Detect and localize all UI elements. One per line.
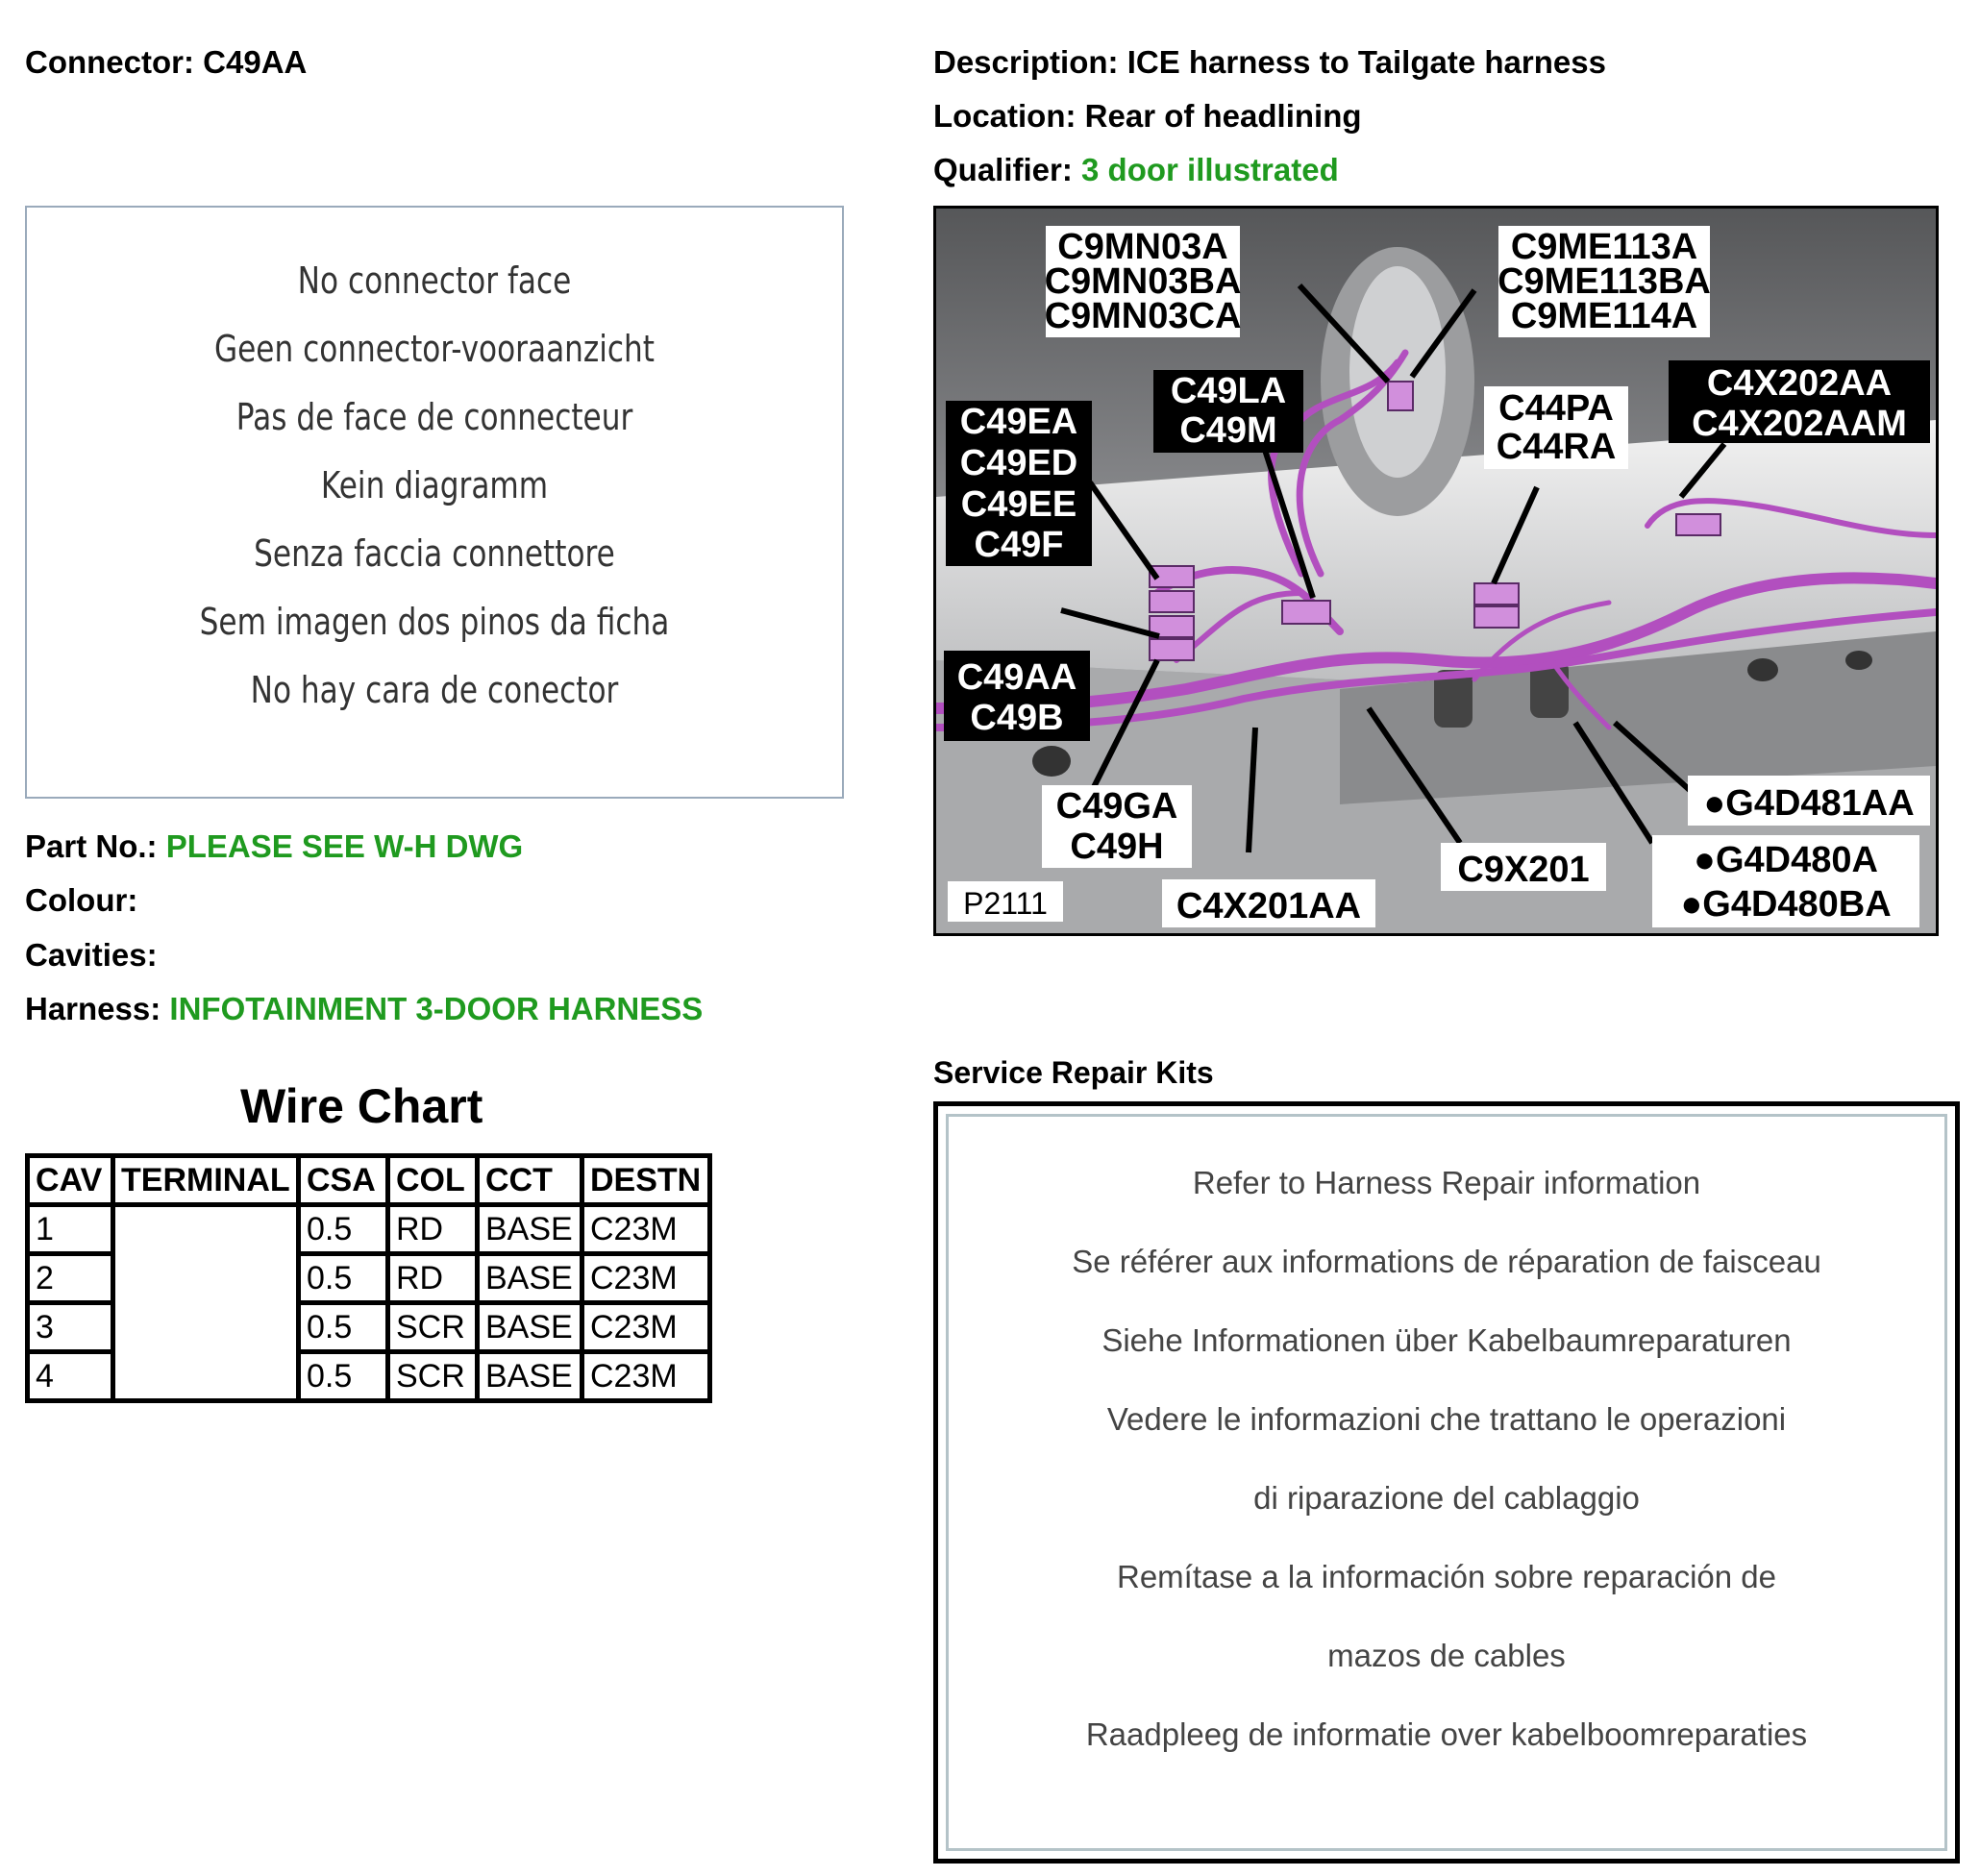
header-csa: CSA: [299, 1156, 388, 1205]
cell-cav: 4: [28, 1352, 113, 1401]
photo-label: C49ED: [959, 443, 1078, 483]
cavities-field: [25, 937, 158, 974]
photo-label: C9ME114A: [1510, 296, 1698, 336]
photo-label: ●G4D480BA: [1680, 884, 1892, 925]
connector-block: [1282, 601, 1330, 624]
label-ref: [948, 881, 1063, 922]
repair-line: mazos de cables: [1327, 1638, 1566, 1673]
cell-destn: C23M: [582, 1254, 710, 1303]
connector-block: [1474, 606, 1519, 628]
photo-label: C49EE: [960, 484, 1077, 525]
part-no-label: Part No.:: [25, 828, 158, 864]
connector-label: Connector:: [25, 44, 194, 80]
qualifier-value: 3 door illustrated: [1081, 152, 1339, 187]
photo-label: C49AA: [956, 657, 1077, 698]
label-g4d481: [1688, 776, 1930, 826]
photo-label: C4X202AAM: [1692, 404, 1907, 444]
cell-col: RD: [388, 1254, 478, 1303]
description-label: Description:: [933, 44, 1119, 80]
photo-label: C9X201: [1457, 850, 1590, 890]
qualifier-label: Qualifier:: [933, 152, 1073, 187]
location-photo: [933, 206, 1939, 936]
part-no-value: PLEASE SEE W-H DWG: [165, 828, 524, 864]
photo-label: C49M: [1179, 410, 1277, 451]
lamp-housing: [1349, 266, 1446, 478]
photo-label: C44PA: [1498, 388, 1614, 429]
face-line: Kein diagramm: [320, 464, 549, 506]
repair-line: di riparazione del cablaggio: [1253, 1480, 1640, 1516]
cell-destn: C23M: [582, 1352, 710, 1401]
repair-line: Se référer aux informations de réparation de faisceau: [1072, 1244, 1821, 1279]
repair-line: Siehe Informationen über Kabelbaumreparaturen: [1101, 1322, 1792, 1358]
repair-line: Raadpleeg de informatie over kabelboomreparaties: [1085, 1716, 1808, 1752]
harness-illustration: [936, 209, 1936, 933]
connector-block: [1150, 639, 1194, 660]
service-repair-title: Service Repair Kits: [933, 1055, 1214, 1090]
label-c49ea: [946, 401, 1092, 566]
label-c49la: [1153, 370, 1303, 453]
label-c9x201: [1441, 843, 1606, 891]
wire-chart-table: [25, 1153, 712, 1403]
photo-label: C9MN03BA: [1044, 261, 1242, 302]
connector-face-box: [25, 206, 844, 799]
harness-value: INFOTAINMENT 3-DOOR HARNESS: [169, 991, 704, 1026]
cell-cct: BASE: [478, 1254, 582, 1303]
panel-hole: [1747, 658, 1778, 681]
face-line: Sem imagen dos pinos da ficha: [199, 601, 670, 643]
part-no-field: [25, 828, 523, 865]
cell-csa: 0.5: [299, 1303, 388, 1352]
harness-field: [25, 991, 703, 1027]
photo-label: C49B: [970, 698, 1064, 738]
photo-label: C49EA: [959, 402, 1078, 442]
label-c4x201: [1162, 879, 1375, 927]
label-c4x202: [1669, 360, 1930, 444]
connector-block: [1388, 382, 1413, 410]
harness-label: Harness:: [25, 991, 161, 1026]
cell-destn: C23M: [582, 1303, 710, 1352]
header-terminal: TERMINAL: [113, 1156, 299, 1205]
face-line: No hay cara de conector: [250, 669, 619, 711]
wire-chart-title: Wire Chart: [240, 1079, 483, 1133]
qualifier-field: [933, 152, 1339, 188]
label-g4d480: [1652, 835, 1919, 927]
cell-destn: C23M: [582, 1205, 710, 1254]
connector-value: C49AA: [203, 44, 308, 80]
cell-cav: 3: [28, 1303, 113, 1352]
header-cct: CCT: [478, 1156, 582, 1205]
cell-col: RD: [388, 1205, 478, 1254]
photo-label: C49LA: [1170, 371, 1287, 411]
connector-block: [1474, 583, 1519, 605]
service-repair-box: [933, 1101, 1960, 1864]
location-label: Location:: [933, 98, 1077, 134]
header-destn: DESTN: [582, 1156, 710, 1205]
connector-block: [1676, 514, 1720, 535]
cell-csa: 0.5: [299, 1254, 388, 1303]
label-c9mn: [1045, 226, 1242, 337]
photo-label: C49GA: [1055, 786, 1178, 827]
label-c44pa: [1484, 386, 1628, 469]
cell-csa: 0.5: [299, 1352, 388, 1401]
service-repair-inner: [946, 1114, 1947, 1851]
photo-label: C49F: [974, 525, 1064, 565]
cell-col: SCR: [388, 1303, 478, 1352]
repair-line: Vedere le informazioni che trattano le operazioni: [1106, 1401, 1787, 1437]
cavities-label: Cavities:: [25, 937, 158, 973]
photo-label: C9ME113BA: [1497, 261, 1711, 302]
connector-field: [25, 44, 307, 81]
colour-label: Colour:: [25, 882, 138, 918]
photo-label: C9ME113A: [1510, 227, 1698, 267]
repair-line: Remítase a la información sobre reparación de: [1116, 1559, 1777, 1594]
photo-label: ●G4D480A: [1694, 840, 1878, 880]
face-line: Geen connector-vooraanzicht: [213, 328, 656, 370]
panel-hole: [1845, 651, 1872, 670]
photo-label: C44RA: [1496, 427, 1617, 467]
cell-cct: BASE: [478, 1352, 582, 1401]
header-col: COL: [388, 1156, 478, 1205]
cell-cav: 1: [28, 1205, 113, 1254]
face-line: No connector face: [297, 259, 572, 302]
photo-ref-label: P2111: [963, 886, 1048, 921]
cell-cct: BASE: [478, 1205, 582, 1254]
photo-label: C4X202AA: [1706, 363, 1893, 404]
cell-col: SCR: [388, 1352, 478, 1401]
photo-label: C9MN03CA: [1044, 296, 1242, 336]
face-line: Senza faccia connettore: [254, 532, 615, 575]
photo-label: C4X201AA: [1176, 886, 1362, 926]
header-cav: CAV: [28, 1156, 113, 1205]
label-c49ga: [1042, 785, 1192, 868]
repair-line: Refer to Harness Repair information: [1192, 1165, 1701, 1200]
cell-cav: 2: [28, 1254, 113, 1303]
location-field: [933, 98, 1362, 135]
table-row: [28, 1205, 710, 1254]
table-header-row: [28, 1156, 710, 1205]
photo-label: ●G4D481AA: [1703, 783, 1915, 824]
cell-terminal: [113, 1205, 299, 1401]
photo-label: C9MN03A: [1057, 227, 1228, 267]
photo-label: C49H: [1070, 827, 1164, 867]
panel-hole: [1032, 746, 1071, 777]
cell-cct: BASE: [478, 1303, 582, 1352]
location-value: Rear of headlining: [1084, 98, 1362, 134]
cell-csa: 0.5: [299, 1205, 388, 1254]
description-value: ICE harness to Tailgate harness: [1126, 44, 1606, 80]
face-line: Pas de face de connecteur: [235, 396, 633, 438]
label-c49aa: [944, 651, 1090, 741]
colour-field: [25, 882, 137, 919]
label-c9me: [1497, 226, 1711, 337]
description-field: [933, 44, 1606, 81]
connector-block: [1150, 591, 1194, 612]
